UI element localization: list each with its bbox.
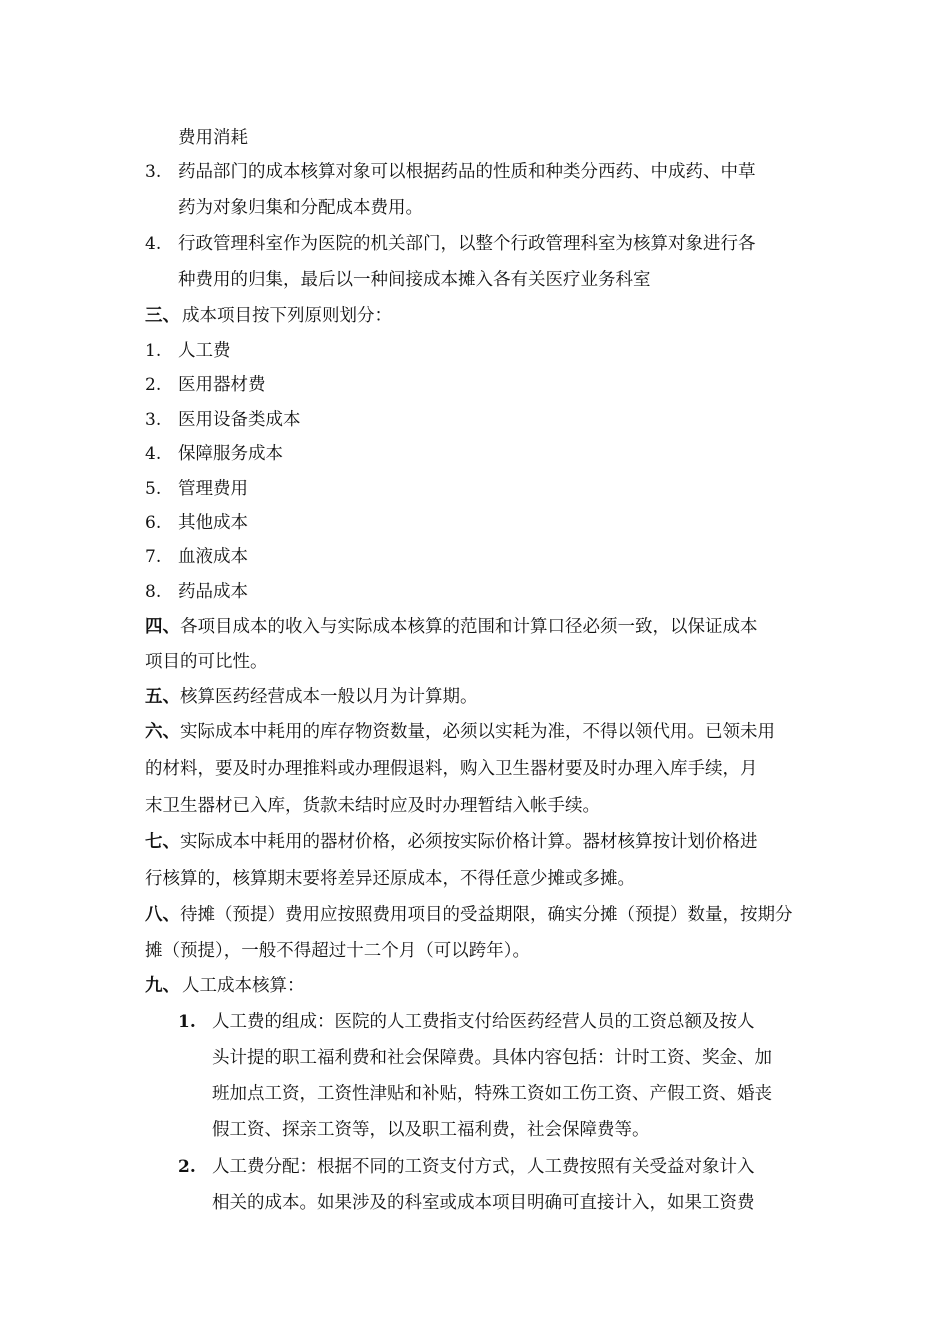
list-item-text: 保障服务成本 xyxy=(178,444,283,464)
section-9-mark: 九、 xyxy=(145,976,180,996)
section-4-mark: 四、 xyxy=(145,617,180,637)
sub-item-1-number: 1. xyxy=(178,1012,196,1032)
sub-item-1-line-3: 班加点工资，工资性津贴和补贴，特殊工资如工伤工资、产假工资、婚丧 xyxy=(212,1084,772,1104)
list-item-text: 管理费用 xyxy=(178,479,248,499)
sub-item-1-line-4: 假工资、探亲工资等，以及职工福利费，社会保障费等。 xyxy=(212,1120,650,1140)
section-3-mark: 三、 xyxy=(145,306,180,326)
section-7-mark: 七、 xyxy=(145,832,180,852)
section-8-line-2: 摊（预提），一般不得超过十二个月（可以跨年）。 xyxy=(145,941,530,961)
item-4-line-2: 种费用的归集，最后以一种间接成本摊入各有关医疗业务科室 xyxy=(178,270,651,290)
section-4-line-1: 各项目成本的收入与实际成本核算的范围和计算口径必须一致，以保证成本 xyxy=(180,617,758,637)
item-4-line-1: 行政管理科室作为医院的机关部门，以整个行政管理科室为核算对象进行各 xyxy=(178,234,756,254)
section-6-mark: 六、 xyxy=(145,722,180,742)
sub-item-1-line-2: 头计提的职工福利费和社会保障费。具体内容包括：计时工资、奖金、加 xyxy=(212,1048,772,1068)
section-5-text: 核算医药经营成本一般以月为计算期。 xyxy=(180,687,478,707)
list-item-number: 6. xyxy=(145,513,162,533)
list-item-number: 5. xyxy=(145,479,162,499)
section-6-line-1: 实际成本中耗用的库存物资数量，必须以实耗为准，不得以领代用。已领未用 xyxy=(180,722,775,742)
list-item-text: 医用器材费 xyxy=(178,375,266,395)
item-3-line-2: 药为对象归集和分配成本费用。 xyxy=(178,198,423,218)
section-8-line-1: 待摊（预提）费用应按照费用项目的受益期限，确实分摊（预提）数量，按期分 xyxy=(180,905,793,925)
list-item-number: 4. xyxy=(145,444,162,464)
section-5-mark: 五、 xyxy=(145,687,180,707)
sub-item-2-line-2: 相关的成本。如果涉及的科室或成本项目明确可直接计入，如果工资费 xyxy=(212,1193,755,1213)
list-item-text: 医用设备类成本 xyxy=(178,410,301,430)
section-6-line-3: 末卫生器材已入库，货款未结时应及时办理暂结入帐手续。 xyxy=(145,796,600,816)
list-item-number: 2. xyxy=(145,375,162,395)
sub-item-2-number: 2. xyxy=(178,1157,196,1177)
item-4-number: 4. xyxy=(145,234,162,254)
list-item-number: 3. xyxy=(145,410,162,430)
sub-item-2-line-1: 人工费分配：根据不同的工资支付方式，人工费按照有关受益对象计入 xyxy=(212,1157,755,1177)
list-item-number: 7. xyxy=(145,547,162,567)
sub-item-1-line-1: 人工费的组成：医院的人工费指支付给医药经营人员的工资总额及按人 xyxy=(212,1012,755,1032)
list-item-text: 其他成本 xyxy=(178,513,248,533)
section-8-mark: 八、 xyxy=(145,905,180,925)
continued-line: 费用消耗 xyxy=(178,128,248,148)
section-3-heading: 成本项目按下列原则划分： xyxy=(182,306,392,326)
section-7-line-1: 实际成本中耗用的器材价格，必须按实际价格计算。器材核算按计划价格进 xyxy=(180,832,758,852)
section-9-heading: 人工成本核算： xyxy=(182,976,305,996)
list-item-text: 药品成本 xyxy=(178,582,248,602)
section-7-line-2: 行核算的，核算期末要将差异还原成本，不得任意少摊或多摊。 xyxy=(145,869,635,889)
section-6-line-2: 的材料，要及时办理推料或办理假退料，购入卫生器材要及时办理入库手续，月 xyxy=(145,759,758,779)
list-item-text: 人工费 xyxy=(178,341,231,361)
list-item-number: 8. xyxy=(145,582,162,602)
section-4-line-2: 项目的可比性。 xyxy=(145,652,268,672)
list-item-text: 血液成本 xyxy=(178,547,248,567)
item-3-number: 3. xyxy=(145,162,162,182)
item-3-line-1: 药品部门的成本核算对象可以根据药品的性质和种类分西药、中成药、中草 xyxy=(178,162,756,182)
list-item-number: 1. xyxy=(145,341,162,361)
